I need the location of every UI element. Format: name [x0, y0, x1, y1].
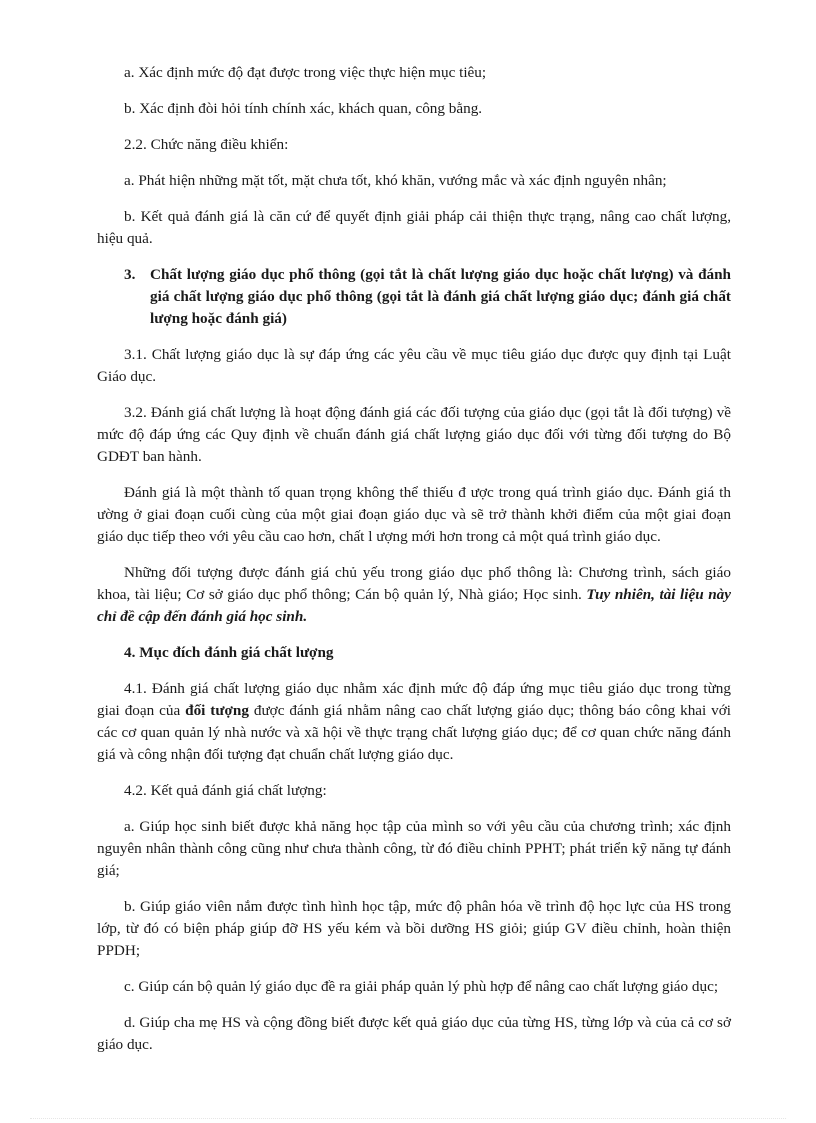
paragraph-4-1 — [97, 678, 731, 766]
section-4-heading: 4. Mục đích đánh giá chất lượng — [124, 644, 334, 661]
paragraph-3-1: 3.1. Chất lượng giáo dục là sự đáp ứng các yêu cầu về mục tiêu giáo dục được quy định tại Luật Giáo dục. — [97, 346, 731, 385]
paragraph-1a: a. Xác định mức độ đạt được trong việc thực hiện mục tiêu; — [124, 64, 487, 81]
paragraph-3-2: 3.2. Đánh giá chất lượng là hoạt động đánh giá các đối tượng của giáo dục (gọi tắt là đối tượng) về mức độ đáp ứng các Quy định về chuẩn đánh giá chất lượng giáo dục đối với từng đối tượng do Bộ GDĐT ban hành. — [97, 404, 731, 465]
paragraph-4d: d. Giúp cha mẹ HS và cộng đồng biết được kết quả giáo dục của từng HS, từng lớp và của cả cơ sở giáo dục. — [97, 1014, 731, 1053]
section-3-title: Chất lượng giáo dục phổ thông (gọi tắt là chất lượng giáo dục hoặc chất lượng) và đánh giá chất lượng giáo dục phổ thông (gọi tắt là đánh giá chất lượng giáo dục; đánh giá chất lượng hoặc đánh giá) — [150, 266, 731, 327]
objects-text: Những đối tượng được đánh giá chủ yếu trong giáo dục phổ thông là: Chương trình, sách giáo khoa, tài liệu; Cơ sở giáo dục phổ thông; Cán bộ quản lý, Nhà giáo; Học sinh. — [97, 564, 731, 603]
section-3-heading — [97, 264, 731, 330]
paragraph-2b: b. Kết quả đánh giá là căn cứ để quyết định giải pháp cải thiện thực trạng, nâng cao chất lượng, hiệu quả. — [97, 208, 731, 247]
document-page — [97, 62, 731, 1070]
p41-part-c: được đánh giá nhằm nâng cao chất lượng giáo dục; thông báo công khai với các cơ quan quản lý nhà nước và xã hội về thực trạng chất lượng giáo dục; để cơ quan chức năng đánh giá và công nhận đối tượng đạt chuẩn chất lượng giáo dục. — [97, 702, 732, 763]
subsection-2-2: 2.2. Chức năng điều khiển: — [124, 136, 289, 153]
paragraph-2a: a. Phát hiện những mặt tốt, mặt chưa tốt, khó khăn, vướng mắc và xác định nguyên nhân; — [124, 172, 667, 189]
paragraph-4b: b. Giúp giáo viên nắm được tình hình học tập, mức độ phân hóa về trình độ học lực của HS trong lớp, từ đó có biện pháp giúp đỡ HS yếu kém và bồi dưỡng HS giỏi; giúp GV điều chỉnh, hoàn thiện PPDH; — [97, 898, 731, 959]
objects-emphasis: Tuy nhiên, tài liệu này chỉ đề cập đến đánh giá học sinh. — [97, 586, 732, 625]
p41-part-a: 4.1. Đánh giá chất lượng giáo dục nhằm xác định mức độ đáp ứng mục tiêu giáo dục trong từng giai đoạn của — [97, 680, 731, 719]
paragraph-4-2: 4.2. Kết quả đánh giá chất lượng: — [124, 782, 327, 799]
page-bottom-divider — [30, 1118, 786, 1119]
paragraph-4c: c. Giúp cán bộ quản lý giáo dục đề ra giải pháp quản lý phù hợp để nâng cao chất lượng giáo dục; — [124, 978, 719, 995]
paragraph-4a: a. Giúp học sinh biết được khả năng học tập của mình so với yêu cầu của chương trình; xác định nguyên nhân thành công cũng như chưa thành công, từ đó điều chỉnh PPHT; phát triển kỹ năng tự đánh giá; — [97, 818, 731, 879]
p41-bold-term: đối tượng — [185, 702, 249, 719]
paragraph-1b: b. Xác định đòi hỏi tính chính xác, khách quan, công bằng. — [124, 100, 483, 117]
paragraph-objects — [97, 562, 731, 628]
paragraph-evaluation: Đánh giá là một thành tố quan trọng không thể thiếu đ ược trong quá trình giáo dục. Đánh giá th ường ở giai đoạn cuối cùng của một giai đoạn giáo dục và sẽ trở thành khởi điểm của một giai đoạn giáo dục tiếp theo với yêu cầu cao hơn, chất l ượng mới hơn trong cả một quá trình giáo dục. — [97, 484, 731, 545]
section-3-number: 3. — [124, 266, 136, 283]
